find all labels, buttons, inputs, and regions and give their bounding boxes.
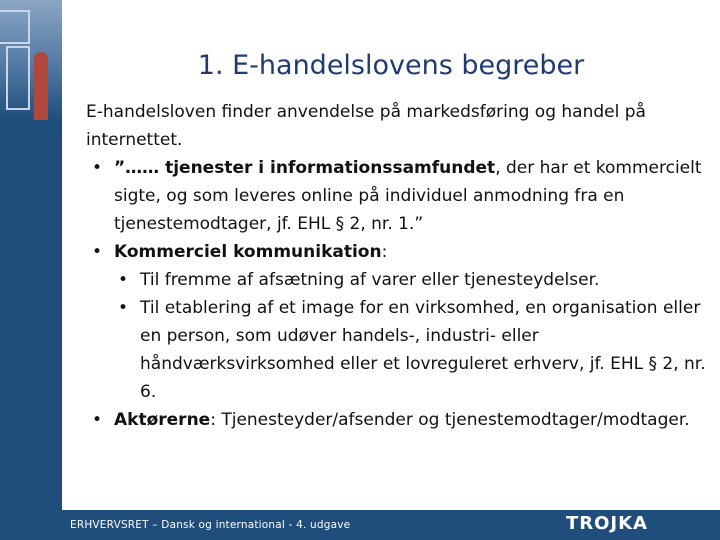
subbullet-afsaetning-text: Til fremme af afsætning af varer eller tjenesteydelser. [140, 270, 600, 290]
bullet-marker: • [92, 242, 103, 262]
bullet-tjenester-text: , der har et kommercielt sigte, og som leveres online på individuel anmodning fra en tjenestemodtager, jf. EHL § 2, nr. 1.” [114, 158, 702, 234]
subbullet-image-text: Til etablering af et image for en virksomhed, en organisation eller en person, som udøver handels-, industri- eller håndværksvirksomhed eller et lovreguleret erhverv, jf. EHL § 2, nr. 6. [140, 298, 706, 402]
bullet-marker: • [118, 298, 129, 318]
bullet-kommerciel-text: : [381, 242, 388, 262]
bullet-marker: • [118, 270, 129, 290]
accent-shape [34, 52, 48, 120]
bullet-marker: • [92, 410, 103, 430]
bullet-kommerciel [86, 238, 706, 266]
bullet-aktoererne [86, 406, 706, 434]
footer-text: ERHVERVSRET – Dansk og international - 4. udgave [70, 519, 351, 531]
side-pattern-graphic [0, 0, 62, 120]
bullet-kommerciel-bold: Kommerciel kommunikation [114, 242, 382, 262]
slide-body [86, 98, 706, 434]
subbullet-image [112, 294, 706, 406]
bullet-aktoererne-text: : Tjenesteyder/afsender og tjenestemodtager/modtager. [210, 410, 690, 430]
subbullet-afsaetning [112, 266, 706, 294]
bullet-tjenester-bold: ”…… tjenester i informationssamfundet [114, 158, 496, 178]
bullet-marker: • [92, 158, 103, 178]
slide-title: 1. E-handelslovens begreber [197, 50, 585, 81]
footer-bar [62, 510, 720, 540]
trojka-logo: TROJKA [565, 513, 648, 534]
intro-paragraph: E-handelsloven finder anvendelse på markedsføring og handel på internettet. [86, 102, 646, 150]
bullet-tjenester [86, 154, 706, 238]
side-decoration-strip [0, 0, 62, 540]
bullet-aktoererne-bold: Aktørerne [114, 410, 211, 430]
